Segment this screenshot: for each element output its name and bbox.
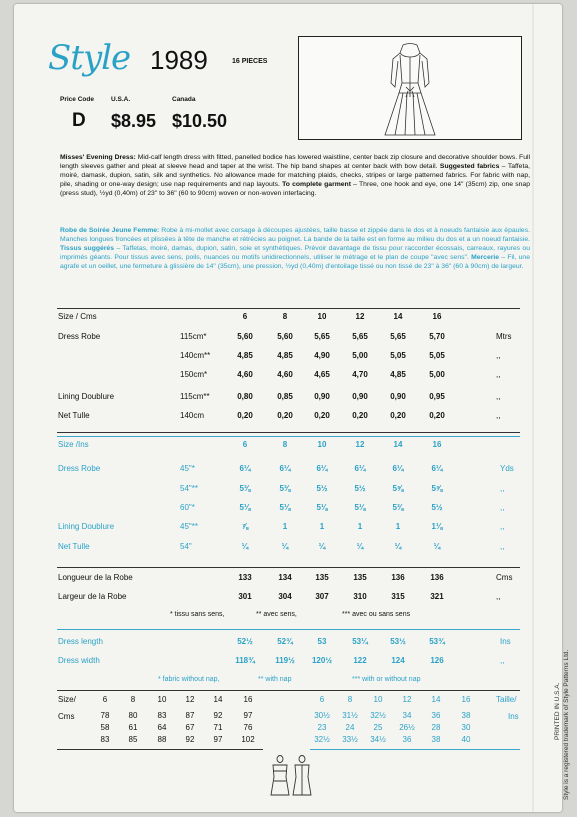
description-french: [60, 226, 530, 271]
garment-cell: 53¼: [352, 637, 368, 646]
table-cell: 5½: [431, 503, 443, 512]
body-size: 16: [461, 695, 471, 704]
table-cell: 5½: [354, 484, 366, 493]
table-cell: 0,20: [314, 411, 330, 420]
mercerie-label: Mercerie: [468, 254, 500, 261]
garment-cell: 321: [430, 592, 444, 601]
size-header: 12: [355, 440, 365, 449]
body-in-cell: 32½: [370, 711, 386, 720]
body-in-cell: 34½: [370, 735, 386, 744]
size-header: 8: [282, 440, 288, 449]
body-cm-cell: 80: [128, 711, 138, 720]
table-cell: 4,65: [314, 370, 330, 379]
body-cm-cell: 71: [213, 723, 223, 732]
row-label: Lining Doublure: [58, 522, 115, 531]
table-rule: [57, 567, 520, 568]
garment-cell: 136: [430, 573, 444, 582]
garment-cell: 122: [353, 656, 367, 665]
fabrics-text: – Taffeta, moiré, damask, dupion, satin, silk and synthetics. No allowance made for matching plaids, checks, stripes or large patterned fabrics. For fabric with nap, pile, shading or one-way design; use nap requirements and nap layouts.: [60, 163, 531, 188]
body-in-cell: 36: [402, 735, 412, 744]
dress-back-sketch: [298, 36, 522, 140]
table-cell: 4,85: [277, 351, 293, 360]
body-size: 8: [347, 695, 353, 704]
table-cell: ¼: [318, 542, 326, 551]
table-cell: 4,70: [352, 370, 368, 379]
body-size: 14: [213, 695, 223, 704]
body-size: 16: [243, 695, 253, 704]
table-cell: 0,85: [277, 392, 293, 401]
garment-row-label: Largeur de la Robe: [58, 592, 127, 601]
table-cell: 0,20: [352, 411, 368, 420]
price-code-label: Price Code: [60, 96, 94, 103]
table-cell: 5,00: [429, 370, 445, 379]
table-cell: 5⅛: [316, 503, 328, 512]
garment-row-label: Dress length: [58, 637, 103, 646]
table-cell: 0,20: [237, 411, 253, 420]
body-size-label: Size/: [58, 695, 76, 704]
table-cell: 4,90: [314, 351, 330, 360]
garment-cell: 136: [391, 573, 405, 582]
body-in-cell: 23: [317, 723, 327, 732]
size-header: 6: [242, 440, 248, 449]
body-in-cell: 32½: [314, 735, 330, 744]
table-cell: 0,80: [237, 392, 253, 401]
table-cell: 4,60: [277, 370, 293, 379]
body-size: 12: [402, 695, 412, 704]
fabrics-label: Suggested fabrics: [437, 163, 500, 170]
body-cm-cell: 83: [157, 711, 167, 720]
taille-label: Taille/: [496, 695, 517, 704]
nap-note: *** avec ou sans sens: [342, 611, 411, 618]
fabric-width: 60"*: [180, 503, 195, 512]
unit-label: ,,: [500, 656, 505, 665]
pattern-number: 1989: [150, 45, 208, 75]
body-in-cell: 28: [431, 723, 441, 732]
size-header: 14: [393, 312, 403, 321]
garment-cell: 126: [430, 656, 444, 665]
body-size: 8: [130, 695, 136, 704]
pieces-count: 16 PIECES: [232, 58, 268, 65]
table-cell: 5⅜: [279, 484, 291, 493]
table-rule: [57, 308, 520, 309]
garment-cell: 52½: [237, 637, 253, 646]
table-cell: 6¼: [392, 464, 404, 473]
table-cell: ¼: [394, 542, 402, 551]
garment-row-label: Longueur de la Robe: [58, 573, 133, 582]
table-cell: 5⅜: [239, 484, 251, 493]
notions-text: – Three, one hook and eye, one 14" (35cm) zip, one snap (press stud), ½yd (0,40m) of 23" to 36" (60 to 90cm) woven or non-woven interfacing.: [60, 181, 530, 197]
dress-sketch-icon: [299, 37, 521, 139]
description-fr-title: Robe de Soirée Jeune Femme:: [60, 227, 160, 234]
table-cell: 6¼: [279, 464, 291, 473]
mercerie-text: – Fil, une agrafe et un oeillet, une fermeture à glissière de 14" (35cm), une pression, ½yd (0,40m) d'entoilage tissé ou non tissé de 23" à 36" (60 à 90cm) de largeur.: [60, 254, 530, 270]
size-header: 10: [317, 440, 327, 449]
garment-cell: 301: [238, 592, 252, 601]
description-title: Misses' Evening Dress:: [60, 154, 136, 161]
body-size: 12: [185, 695, 195, 704]
table-cell: 5⅜: [392, 503, 404, 512]
table-cell: 5,70: [429, 332, 445, 341]
fabric-width: 150cm*: [180, 370, 208, 379]
table-cell: 6¼: [316, 464, 328, 473]
table-rule: [57, 690, 520, 691]
size-header: 14: [393, 440, 403, 449]
table-cell: 5,05: [390, 351, 406, 360]
table-cell: ¼: [433, 542, 441, 551]
description-english: [60, 153, 530, 198]
table-cell: 1: [319, 522, 325, 531]
table-rule: [57, 749, 263, 750]
table-cell: 5,60: [237, 332, 253, 341]
garment-cell: 118¾: [235, 656, 255, 665]
row-label: Net Tulle: [58, 542, 90, 551]
size-header: 12: [355, 312, 365, 321]
table-cell: 1⅛: [431, 522, 443, 531]
table-cell: ⅞: [241, 522, 249, 531]
price-code: D: [72, 110, 86, 131]
table-cell: 0,90: [390, 392, 406, 401]
size-header: 16: [432, 312, 442, 321]
description-body: Mid-calf length dress with fitted, panelled bodice has lowered waistline, center back zip closure and decorative shoulder bows. Full length sleeves gather and pleat at sleeve head and taper at the wrist. The hip band shapes at center back with bow detail.: [60, 154, 530, 170]
body-cm-cell: 67: [185, 723, 195, 732]
garment-cell: 124: [391, 656, 405, 665]
garment-cell: 53¾: [429, 637, 445, 646]
description-fr-body: Robe à mi-mollet avec corsage à découpes ajustées, taille basse et zippée dans le dos et à noeuds fantaisie aux épaules. Manches longues froncées et plissées à tête de manche et rétrécies au poignet. La bande de la taille est en forme au milieu du dos et a un noeud fantaisie.: [60, 227, 530, 243]
table-rule: [57, 432, 520, 433]
nap-note: ** with nap: [258, 676, 292, 683]
body-cm-cell: 102: [241, 735, 255, 744]
trademark-note: Style is a registered trademark of Style Patterns Ltd.: [563, 649, 570, 800]
nap-note: *** with or without nap: [352, 676, 421, 683]
unit-label: ,,: [496, 370, 501, 379]
body-cm-cell: 92: [185, 735, 195, 744]
body-cm-cell: 61: [128, 723, 138, 732]
table-cell: 5⅛: [239, 503, 251, 512]
table-cell: 0,90: [314, 392, 330, 401]
unit-label: ,,: [500, 542, 505, 551]
table-cell: 5⅛: [354, 503, 366, 512]
usa-label: U.S.A.: [111, 96, 131, 103]
nap-note: * tissu sans sens,: [170, 611, 225, 618]
body-size: 6: [319, 695, 325, 704]
body-cm-cell: 83: [100, 735, 110, 744]
unit-label: ,,: [496, 392, 501, 401]
table-cell: ¼: [281, 542, 289, 551]
table-cell: 5⅝: [431, 484, 443, 493]
fabric-width: 140cm: [180, 411, 205, 420]
body-in-cell: 24: [345, 723, 355, 732]
row-label: Dress Robe: [58, 332, 101, 341]
body-in-cell: 33½: [342, 735, 358, 744]
body-cm-cell: 76: [243, 723, 253, 732]
unit-label: Yds: [500, 464, 514, 473]
size-header: 8: [282, 312, 288, 321]
body-cm-cell: 88: [157, 735, 167, 744]
table-cell: ¼: [356, 542, 364, 551]
body-cm-cell: 64: [157, 723, 167, 732]
fabrics-fr-text: – Taffetas, moiré, damas, dupion, satin, soie et synthétiques. Prévoir davantage de tissu pour raccorder écossais, carreaux, rayures ou imprimés géants. Pour tissus avec sens, poils, nuances ou motifs unidirectionnels, utiliser le métrage et le plan de coupe "avec sens".: [60, 245, 530, 261]
body-in-cell: 30: [461, 723, 471, 732]
fabric-width: 115cm*: [180, 332, 207, 341]
body-cm-cell: 97: [213, 735, 223, 744]
row-label: Dress Robe: [58, 464, 101, 473]
table-cell: 0,20: [277, 411, 293, 420]
table-rule: [310, 749, 520, 750]
garment-row-label: Dress width: [58, 656, 100, 665]
table-cell: 5⅛: [279, 503, 291, 512]
garment-cell: 134: [278, 573, 292, 582]
canada-label: Canada: [172, 96, 196, 103]
table-cell: 1: [357, 522, 363, 531]
fabric-width: 54": [180, 542, 192, 551]
fabric-width: 54"**: [180, 484, 198, 493]
table-cell: 0,90: [352, 392, 368, 401]
unit-label: Cms: [496, 573, 513, 582]
fabric-width: 115cm**: [180, 392, 210, 401]
table-cell: 0,20: [390, 411, 406, 420]
garment-cell: 53: [317, 637, 327, 646]
unit-label: ,,: [500, 484, 505, 493]
table-cell: 4,85: [237, 351, 253, 360]
fabrics-fr-label: Tissus suggérés: [60, 245, 114, 252]
garment-cell: 304: [278, 592, 292, 601]
table-rule: [57, 436, 520, 437]
unit-label: ,,: [496, 411, 501, 420]
body-size: 10: [373, 695, 383, 704]
body-size: 6: [102, 695, 108, 704]
garment-cell: 133: [238, 573, 252, 582]
table-cell: 4,85: [390, 370, 406, 379]
table-cell: 6¼: [239, 464, 251, 473]
table-header: Size / Cms: [58, 312, 97, 321]
body-back-icon: [290, 755, 314, 803]
unit-label: ,,: [500, 522, 505, 531]
size-header: 16: [432, 440, 442, 449]
body-in-cell: 34: [402, 711, 412, 720]
body-cm-cell: 85: [128, 735, 138, 744]
garment-cell: 135: [353, 573, 367, 582]
canada-price: $10.50: [172, 111, 228, 131]
table-cell: 5,65: [352, 332, 368, 341]
body-in-cell: 38: [461, 711, 471, 720]
unit-label: ,,: [500, 503, 505, 512]
body-cm-cell: 58: [100, 723, 110, 732]
garment-cell: 135: [315, 573, 329, 582]
unit-label: ,,: [496, 351, 501, 360]
body-in-cell: 38: [431, 735, 441, 744]
body-unit-label: Cms: [58, 712, 75, 721]
table-cell: 4,60: [237, 370, 253, 379]
table-cell: 1: [395, 522, 401, 531]
notions-label: To complete garment: [279, 181, 351, 188]
table-rule: [57, 629, 520, 630]
brand-logo: Style: [48, 38, 131, 78]
body-size: 14: [431, 695, 441, 704]
garment-cell: 310: [353, 592, 367, 601]
size-header: 6: [242, 312, 248, 321]
fabric-width: 45"**: [180, 522, 198, 531]
usa-price: $8.95: [111, 111, 157, 131]
body-cm-cell: 78: [100, 711, 110, 720]
row-label: Lining Doublure: [58, 392, 115, 401]
body-in-cell: 25: [373, 723, 383, 732]
table-cell: 5,65: [390, 332, 406, 341]
table-cell: 6¼: [354, 464, 366, 473]
body-cm-cell: 92: [213, 711, 223, 720]
printed-in-usa: PRINTED IN U.S.A.: [554, 682, 561, 740]
table-header: Size /Ins: [58, 440, 89, 449]
fabric-width: 140cm**: [180, 351, 211, 360]
body-in-cell: 30½: [314, 711, 330, 720]
table-cell: 5½: [316, 484, 328, 493]
row-label: Net Tulle: [58, 411, 90, 420]
body-in-cell: 26½: [399, 723, 415, 732]
table-cell: 5,65: [314, 332, 330, 341]
body-in-cell: 40: [461, 735, 471, 744]
body-cm-cell: 87: [185, 711, 195, 720]
body-in-cell: 36: [431, 711, 441, 720]
nap-note: ** avec sens,: [256, 611, 297, 618]
fabric-width: 45"*: [180, 464, 195, 473]
nap-note: * fabric without nap,: [158, 676, 220, 683]
garment-cell: 119½: [275, 656, 295, 665]
table-cell: 1: [282, 522, 288, 531]
body-in-cell: 31½: [342, 711, 358, 720]
fold-crease: [532, 4, 534, 812]
table-cell: ¼: [241, 542, 249, 551]
garment-cell: 53½: [390, 637, 406, 646]
table-cell: 5⅝: [392, 484, 404, 493]
size-header: 10: [317, 312, 327, 321]
body-size: 10: [157, 695, 167, 704]
table-cell: 6¼: [431, 464, 443, 473]
ins-label: Ins: [508, 712, 519, 721]
unit-label: Ins: [500, 637, 511, 646]
unit-label: ,,: [496, 592, 501, 601]
table-cell: 5,00: [352, 351, 368, 360]
garment-cell: 52¾: [277, 637, 293, 646]
body-cm-cell: 97: [243, 711, 253, 720]
garment-cell: 307: [315, 592, 329, 601]
garment-cell: 120½: [311, 656, 333, 665]
table-cell: 0,20: [429, 411, 445, 420]
table-cell: 5,05: [429, 351, 445, 360]
garment-cell: 315: [391, 592, 405, 601]
table-cell: 5,60: [277, 332, 293, 341]
unit-label: Mtrs: [496, 332, 512, 341]
table-cell: 0,95: [429, 392, 445, 401]
